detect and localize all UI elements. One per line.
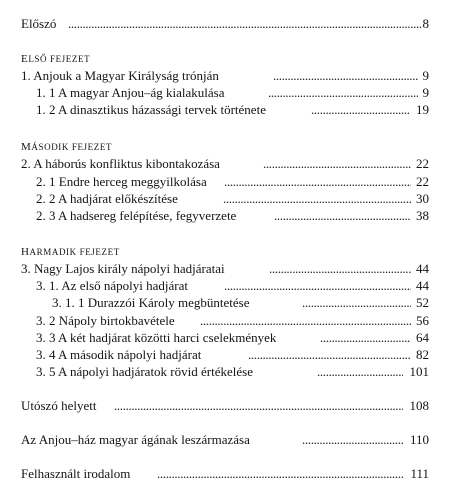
toc-entry-title: 3. 3 A két hadjárat közötti harci cselekmények bbox=[36, 330, 277, 345]
toc-entry-page: 101 bbox=[409, 364, 429, 379]
leader-dots bbox=[302, 295, 411, 311]
toc-entry-afterword bbox=[0, 398, 449, 414]
leader-dots bbox=[248, 347, 411, 363]
leader-dots bbox=[269, 261, 411, 277]
toc-entry-preface bbox=[0, 16, 449, 32]
toc-entry-ch3-1 bbox=[0, 278, 449, 294]
leader-dots bbox=[224, 174, 411, 190]
leader-dots bbox=[263, 156, 411, 172]
leader-dots bbox=[224, 278, 411, 294]
toc-entry-page: 19 bbox=[416, 102, 429, 117]
toc-entry-page: 110 bbox=[409, 432, 429, 447]
leader-dots bbox=[274, 208, 411, 224]
leader-dots bbox=[68, 16, 421, 32]
toc-entry-page: 82 bbox=[416, 347, 429, 362]
toc-entry-ch3-2 bbox=[0, 313, 449, 329]
toc-entry-ch3-1-1 bbox=[0, 295, 449, 311]
toc-entry-title: 3. 5 A nápolyi hadjáratok rövid értékelése bbox=[36, 364, 253, 379]
toc-entry-page: 56 bbox=[416, 313, 429, 328]
toc-entry-title: 3. 1. 1 Durazzói Károly megbüntetése bbox=[52, 295, 250, 310]
toc-entry-ch1-2 bbox=[0, 102, 449, 118]
leader-dots bbox=[114, 398, 403, 414]
leader-dots bbox=[157, 466, 403, 482]
toc-entry-title: Utószó helyett bbox=[21, 398, 97, 413]
leader-dots bbox=[223, 191, 411, 207]
leader-dots bbox=[200, 313, 411, 329]
toc-entry-title: 3. Nagy Lajos király nápolyi hadjáratai bbox=[21, 261, 225, 276]
toc-entry-page: 9 bbox=[422, 85, 429, 100]
toc-entry-ch1-1 bbox=[0, 85, 449, 101]
toc-entry-page: 44 bbox=[416, 278, 429, 293]
toc-entry-page: 111 bbox=[410, 466, 429, 481]
toc-entry-page: 64 bbox=[416, 330, 429, 345]
toc-entry-title: Előszó bbox=[21, 16, 57, 31]
toc-entry-title: 3. 4 A második nápolyi hadjárat bbox=[36, 347, 202, 362]
leader-dots bbox=[320, 330, 411, 346]
toc-entry-ch3-3 bbox=[0, 330, 449, 346]
toc-entry-title: 1. 2 A dinasztikus házassági tervek története bbox=[36, 102, 266, 117]
toc-entry-title: 3. 2 Nápoly birtokbavétele bbox=[36, 313, 175, 328]
toc-entry-page: 44 bbox=[416, 261, 429, 276]
toc-entry-ch2-1 bbox=[0, 174, 449, 190]
toc-entry-title: 2. A háborús konfliktus kibontakozása bbox=[21, 156, 220, 171]
toc-entry-page: 52 bbox=[416, 295, 429, 310]
toc-entry-ch3-5 bbox=[0, 364, 449, 380]
toc-entry-title: Felhasznált irodalom bbox=[21, 466, 131, 481]
toc-entry-page: 22 bbox=[416, 156, 429, 171]
toc-entry-page: 22 bbox=[416, 174, 429, 189]
toc-entry-title: 1. Anjouk a Magyar Királyság trónján bbox=[21, 68, 219, 83]
toc-entry-title: 2. 3 A hadsereg felépítése, fegyverzete bbox=[36, 208, 237, 223]
toc-entry-ch2 bbox=[0, 156, 449, 172]
toc-entry-page: 30 bbox=[416, 191, 429, 206]
chapter-heading-first: ELSŐ FEJEZET bbox=[21, 53, 91, 65]
toc-entry-title: 3. 1. Az első nápolyi hadjárat bbox=[36, 278, 188, 293]
leader-dots bbox=[311, 102, 410, 118]
toc-entry-genealogy bbox=[0, 432, 449, 448]
leader-dots bbox=[317, 364, 403, 380]
toc-entry-title: Az Anjou–ház magyar ágának leszármazása bbox=[21, 432, 250, 447]
leader-dots bbox=[302, 432, 403, 448]
toc-entry-ch3 bbox=[0, 261, 449, 277]
toc-entry-page: 38 bbox=[416, 208, 429, 223]
toc-entry-bibliography bbox=[0, 466, 449, 482]
toc-entry-title: 1. 1 A magyar Anjou–ág kialakulása bbox=[36, 85, 225, 100]
chapter-heading-second: MÁSODIK FEJEZET bbox=[21, 141, 113, 153]
toc-entry-ch2-3 bbox=[0, 208, 449, 224]
toc-entry-ch1 bbox=[0, 68, 449, 84]
chapter-heading-third: HARMADIK FEJEZET bbox=[21, 246, 120, 258]
leader-dots bbox=[268, 85, 418, 101]
toc-entry-page: 108 bbox=[409, 398, 429, 413]
toc-entry-ch2-2 bbox=[0, 191, 449, 207]
toc-entry-page: 8 bbox=[422, 16, 429, 31]
toc-entry-title: 2. 2 A hadjárat előkészítése bbox=[36, 191, 178, 206]
toc-entry-title: 2. 1 Endre herceg meggyilkolása bbox=[36, 174, 207, 189]
toc-entry-ch3-4 bbox=[0, 347, 449, 363]
toc-entry-page: 9 bbox=[422, 68, 429, 83]
leader-dots bbox=[273, 68, 418, 84]
